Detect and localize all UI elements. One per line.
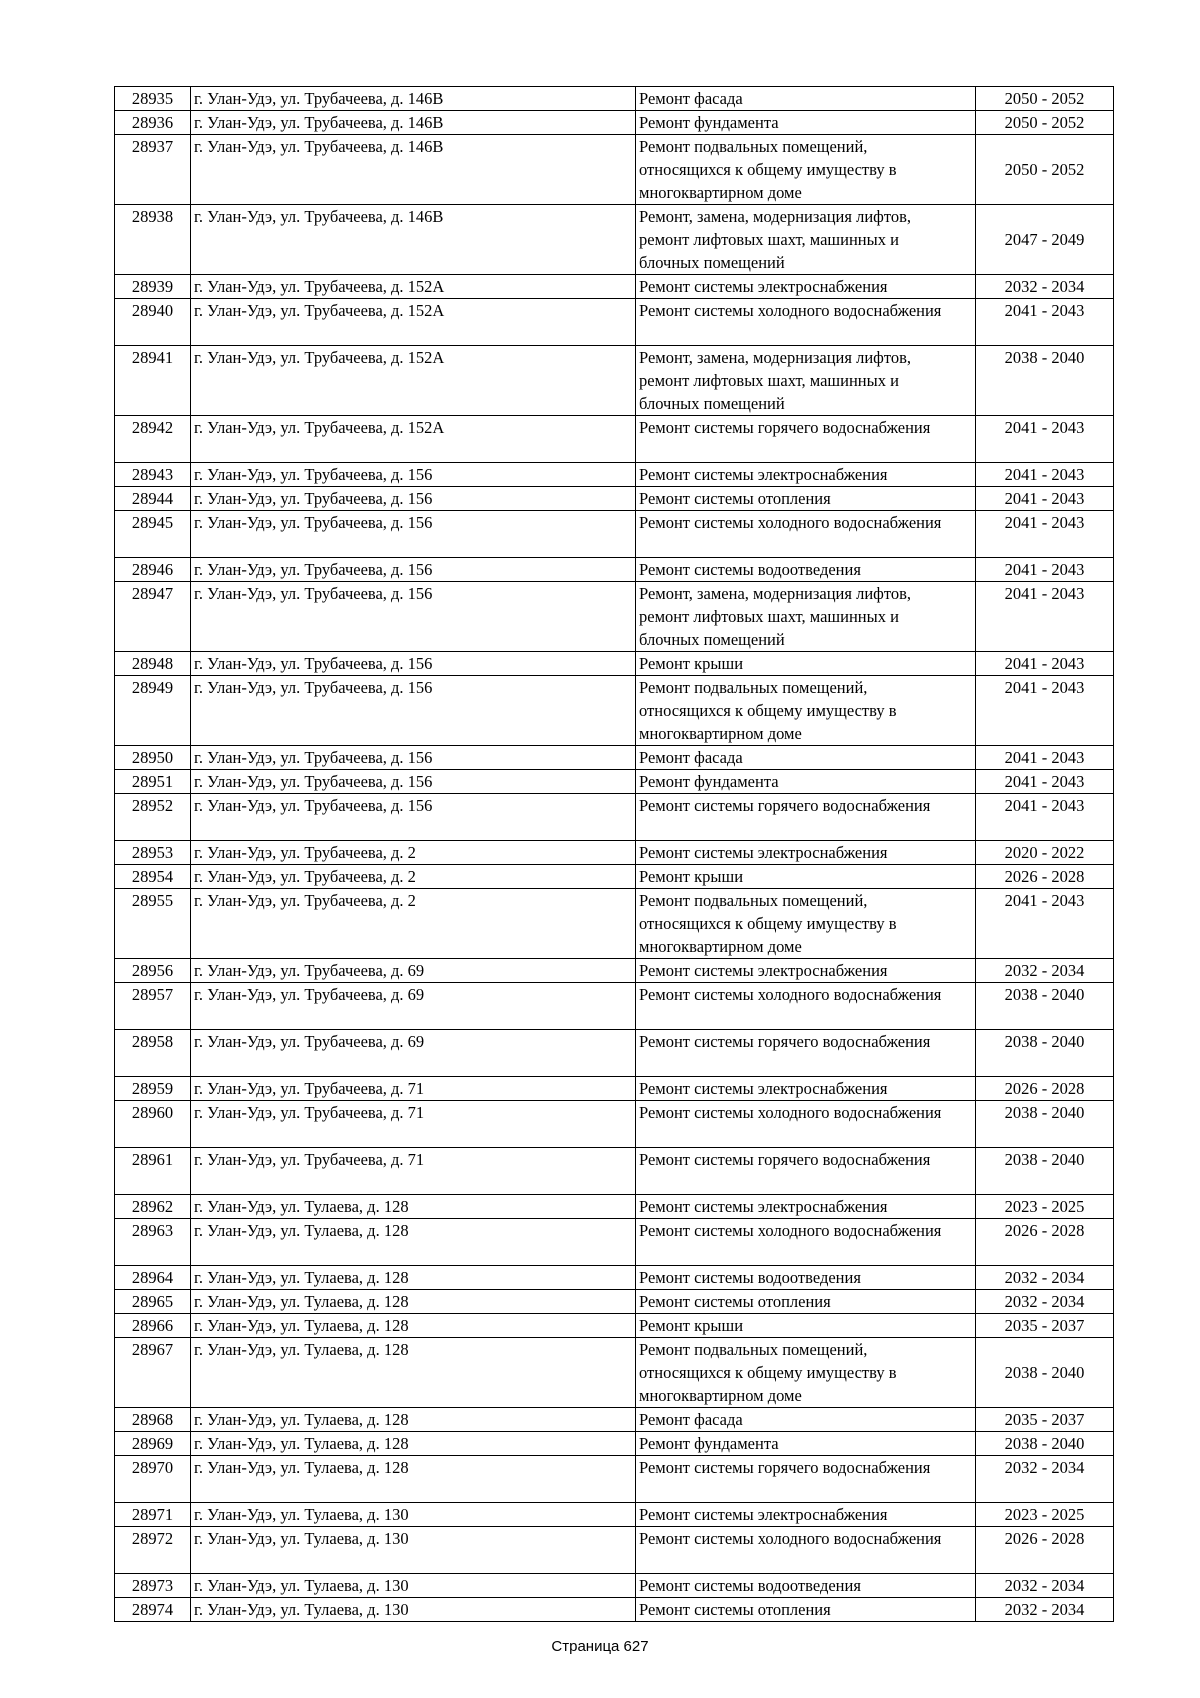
- work-type-cell: Ремонт, замена, модернизация лифтов, ремонт лифтовых шахт, машинных и блочных помещений: [636, 582, 976, 652]
- row-number: 28950: [115, 746, 191, 770]
- work-type-cell: Ремонт системы водоотведения: [636, 1574, 976, 1598]
- row-number: 28962: [115, 1195, 191, 1219]
- period-cell: 2050 - 2052: [976, 111, 1114, 135]
- row-number: 28957: [115, 983, 191, 1030]
- work-type-cell: Ремонт системы водоотведения: [636, 558, 976, 582]
- row-number: 28961: [115, 1148, 191, 1195]
- row-number: 28938: [115, 205, 191, 275]
- period-cell: 2032 - 2034: [976, 1598, 1114, 1622]
- table-row: [115, 1266, 1114, 1290]
- table-row: [115, 299, 1114, 346]
- period-cell: 2041 - 2043: [976, 511, 1114, 558]
- address-cell: г. Улан-Удэ, ул. Трубачеева, д. 152А: [191, 275, 636, 299]
- row-number: 28949: [115, 676, 191, 746]
- address-cell: г. Улан-Удэ, ул. Трубачеева, д. 71: [191, 1077, 636, 1101]
- work-type-cell: Ремонт системы электроснабжения: [636, 1503, 976, 1527]
- table-row: [115, 1503, 1114, 1527]
- address-cell: г. Улан-Удэ, ул. Трубачеева, д. 152А: [191, 299, 636, 346]
- work-type-cell: Ремонт фундамента: [636, 111, 976, 135]
- table-row: [115, 770, 1114, 794]
- period-cell: 2032 - 2034: [976, 1456, 1114, 1503]
- work-type-cell: Ремонт системы горячего водоснабжения: [636, 794, 976, 841]
- work-type-cell: Ремонт системы электроснабжения: [636, 275, 976, 299]
- work-type-cell: Ремонт системы холодного водоснабжения: [636, 1101, 976, 1148]
- work-type-cell: Ремонт системы холодного водоснабжения: [636, 511, 976, 558]
- work-type-cell: Ремонт системы холодного водоснабжения: [636, 983, 976, 1030]
- period-cell: 2026 - 2028: [976, 865, 1114, 889]
- address-cell: г. Улан-Удэ, ул. Трубачеева, д. 2: [191, 865, 636, 889]
- table-row: [115, 889, 1114, 959]
- table-row: [115, 1101, 1114, 1148]
- row-number: 28954: [115, 865, 191, 889]
- table-row: [115, 1432, 1114, 1456]
- work-type-cell: Ремонт подвальных помещений, относящихся к общему имуществу в многоквартирном доме: [636, 676, 976, 746]
- address-cell: г. Улан-Удэ, ул. Трубачеева, д. 156: [191, 676, 636, 746]
- address-cell: г. Улан-Удэ, ул. Трубачеева, д. 156: [191, 746, 636, 770]
- table-row: [115, 111, 1114, 135]
- table-row: [115, 865, 1114, 889]
- table-row: [115, 416, 1114, 463]
- work-type-cell: Ремонт системы отопления: [636, 1598, 976, 1622]
- work-type-cell: Ремонт подвальных помещений, относящихся к общему имуществу в многоквартирном доме: [636, 135, 976, 205]
- address-cell: г. Улан-Удэ, ул. Тулаева, д. 130: [191, 1503, 636, 1527]
- address-cell: г. Улан-Удэ, ул. Трубачеева, д. 146В: [191, 87, 636, 111]
- period-cell: 2041 - 2043: [976, 746, 1114, 770]
- table-row: [115, 1290, 1114, 1314]
- table-row: [115, 1030, 1114, 1077]
- row-number: 28940: [115, 299, 191, 346]
- row-number: 28973: [115, 1574, 191, 1598]
- table-row: [115, 1574, 1114, 1598]
- period-cell: 2035 - 2037: [976, 1408, 1114, 1432]
- work-type-cell: Ремонт системы электроснабжения: [636, 1077, 976, 1101]
- work-type-cell: Ремонт системы холодного водоснабжения: [636, 1527, 976, 1574]
- row-number: 28951: [115, 770, 191, 794]
- row-number: 28943: [115, 463, 191, 487]
- row-number: 28970: [115, 1456, 191, 1503]
- row-number: 28959: [115, 1077, 191, 1101]
- row-number: 28948: [115, 652, 191, 676]
- period-cell: 2038 - 2040: [976, 1101, 1114, 1148]
- work-type-cell: Ремонт системы горячего водоснабжения: [636, 1456, 976, 1503]
- row-number: 28964: [115, 1266, 191, 1290]
- row-number: 28972: [115, 1527, 191, 1574]
- period-cell: 2023 - 2025: [976, 1195, 1114, 1219]
- address-cell: г. Улан-Удэ, ул. Трубачеева, д. 156: [191, 487, 636, 511]
- row-number: 28953: [115, 841, 191, 865]
- table-row: [115, 1314, 1114, 1338]
- period-cell: 2038 - 2040: [976, 1432, 1114, 1456]
- table-row: [115, 135, 1114, 205]
- work-type-cell: Ремонт крыши: [636, 865, 976, 889]
- work-type-cell: Ремонт системы электроснабжения: [636, 463, 976, 487]
- address-cell: г. Улан-Удэ, ул. Трубачеева, д. 152А: [191, 346, 636, 416]
- work-type-cell: Ремонт крыши: [636, 1314, 976, 1338]
- work-type-cell: Ремонт подвальных помещений, относящихся к общему имуществу в многоквартирном доме: [636, 1338, 976, 1408]
- work-type-cell: Ремонт, замена, модернизация лифтов, ремонт лифтовых шахт, машинных и блочных помещений: [636, 346, 976, 416]
- row-number: 28946: [115, 558, 191, 582]
- period-cell: 2041 - 2043: [976, 299, 1114, 346]
- row-number: 28966: [115, 1314, 191, 1338]
- table-row: [115, 841, 1114, 865]
- table-row: [115, 959, 1114, 983]
- work-type-cell: Ремонт системы холодного водоснабжения: [636, 299, 976, 346]
- period-cell: 2026 - 2028: [976, 1219, 1114, 1266]
- table-row: [115, 652, 1114, 676]
- work-type-cell: Ремонт системы холодного водоснабжения: [636, 1219, 976, 1266]
- table-row: [115, 558, 1114, 582]
- address-cell: г. Улан-Удэ, ул. Тулаева, д. 128: [191, 1408, 636, 1432]
- table-row: [115, 983, 1114, 1030]
- work-type-cell: Ремонт крыши: [636, 652, 976, 676]
- address-cell: г. Улан-Удэ, ул. Тулаева, д. 128: [191, 1219, 636, 1266]
- period-cell: 2026 - 2028: [976, 1527, 1114, 1574]
- table-row: [115, 275, 1114, 299]
- address-cell: г. Улан-Удэ, ул. Тулаева, д. 128: [191, 1266, 636, 1290]
- work-type-cell: Ремонт системы горячего водоснабжения: [636, 416, 976, 463]
- row-number: 28952: [115, 794, 191, 841]
- period-cell: 2032 - 2034: [976, 1290, 1114, 1314]
- table-row: [115, 1148, 1114, 1195]
- row-number: 28936: [115, 111, 191, 135]
- period-cell: 2050 - 2052: [976, 135, 1114, 205]
- period-cell: 2032 - 2034: [976, 1266, 1114, 1290]
- row-number: 28947: [115, 582, 191, 652]
- table-row: [115, 1598, 1114, 1622]
- address-cell: г. Улан-Удэ, ул. Трубачеева, д. 69: [191, 1030, 636, 1077]
- period-cell: 2020 - 2022: [976, 841, 1114, 865]
- address-cell: г. Улан-Удэ, ул. Трубачеева, д. 156: [191, 652, 636, 676]
- table-row: [115, 1195, 1114, 1219]
- address-cell: г. Улан-Удэ, ул. Трубачеева, д. 156: [191, 794, 636, 841]
- period-cell: 2041 - 2043: [976, 889, 1114, 959]
- table-row: [115, 463, 1114, 487]
- period-cell: 2035 - 2037: [976, 1314, 1114, 1338]
- address-cell: г. Улан-Удэ, ул. Тулаева, д. 128: [191, 1195, 636, 1219]
- row-number: 28965: [115, 1290, 191, 1314]
- address-cell: г. Улан-Удэ, ул. Тулаева, д. 130: [191, 1598, 636, 1622]
- work-type-cell: Ремонт фасада: [636, 1408, 976, 1432]
- address-cell: г. Улан-Удэ, ул. Тулаева, д. 128: [191, 1432, 636, 1456]
- table-row: [115, 1456, 1114, 1503]
- address-cell: г. Улан-Удэ, ул. Трубачеева, д. 69: [191, 959, 636, 983]
- period-cell: 2038 - 2040: [976, 1030, 1114, 1077]
- address-cell: г. Улан-Удэ, ул. Тулаева, д. 130: [191, 1527, 636, 1574]
- work-type-cell: Ремонт фундамента: [636, 1432, 976, 1456]
- table-row: [115, 1338, 1114, 1408]
- row-number: 28960: [115, 1101, 191, 1148]
- address-cell: г. Улан-Удэ, ул. Трубачеева, д. 156: [191, 511, 636, 558]
- table-row: [115, 582, 1114, 652]
- table-row: [115, 511, 1114, 558]
- period-cell: 2041 - 2043: [976, 676, 1114, 746]
- table-row: [115, 205, 1114, 275]
- period-cell: 2038 - 2040: [976, 983, 1114, 1030]
- repair-schedule-table: [114, 86, 1114, 1622]
- address-cell: г. Улан-Удэ, ул. Трубачеева, д. 2: [191, 889, 636, 959]
- period-cell: 2032 - 2034: [976, 959, 1114, 983]
- row-number: 28939: [115, 275, 191, 299]
- row-number: 28958: [115, 1030, 191, 1077]
- work-type-cell: Ремонт системы водоотведения: [636, 1266, 976, 1290]
- work-type-cell: Ремонт системы электроснабжения: [636, 1195, 976, 1219]
- address-cell: г. Улан-Удэ, ул. Трубачеева, д. 146В: [191, 135, 636, 205]
- row-number: 28945: [115, 511, 191, 558]
- work-type-cell: Ремонт фундамента: [636, 770, 976, 794]
- table-row: [115, 676, 1114, 746]
- table-row: [115, 1408, 1114, 1432]
- address-cell: г. Улан-Удэ, ул. Трубачеева, д. 156: [191, 582, 636, 652]
- table-row: [115, 1077, 1114, 1101]
- work-type-cell: Ремонт подвальных помещений, относящихся к общему имуществу в многоквартирном доме: [636, 889, 976, 959]
- row-number: 28969: [115, 1432, 191, 1456]
- address-cell: г. Улан-Удэ, ул. Трубачеева, д. 146В: [191, 205, 636, 275]
- address-cell: г. Улан-Удэ, ул. Трубачеева, д. 69: [191, 983, 636, 1030]
- address-cell: г. Улан-Удэ, ул. Трубачеева, д. 71: [191, 1101, 636, 1148]
- period-cell: 2041 - 2043: [976, 652, 1114, 676]
- table-row: [115, 346, 1114, 416]
- row-number: 28937: [115, 135, 191, 205]
- address-cell: г. Улан-Удэ, ул. Трубачеева, д. 71: [191, 1148, 636, 1195]
- row-number: 28955: [115, 889, 191, 959]
- table-row: [115, 1527, 1114, 1574]
- period-cell: 2041 - 2043: [976, 487, 1114, 511]
- row-number: 28967: [115, 1338, 191, 1408]
- work-type-cell: Ремонт, замена, модернизация лифтов, ремонт лифтовых шахт, машинных и блочных помещений: [636, 205, 976, 275]
- row-number: 28956: [115, 959, 191, 983]
- address-cell: г. Улан-Удэ, ул. Трубачеева, д. 156: [191, 463, 636, 487]
- address-cell: г. Улан-Удэ, ул. Тулаева, д. 128: [191, 1314, 636, 1338]
- address-cell: г. Улан-Удэ, ул. Тулаева, д. 130: [191, 1574, 636, 1598]
- work-type-cell: Ремонт системы горячего водоснабжения: [636, 1030, 976, 1077]
- address-cell: г. Улан-Удэ, ул. Трубачеева, д. 156: [191, 558, 636, 582]
- work-type-cell: Ремонт системы отопления: [636, 487, 976, 511]
- work-type-cell: Ремонт системы электроснабжения: [636, 841, 976, 865]
- work-type-cell: Ремонт фасада: [636, 746, 976, 770]
- address-cell: г. Улан-Удэ, ул. Трубачеева, д. 2: [191, 841, 636, 865]
- period-cell: 2041 - 2043: [976, 463, 1114, 487]
- work-type-cell: Ремонт системы отопления: [636, 1290, 976, 1314]
- work-type-cell: Ремонт системы горячего водоснабжения: [636, 1148, 976, 1195]
- period-cell: 2041 - 2043: [976, 416, 1114, 463]
- address-cell: г. Улан-Удэ, ул. Тулаева, д. 128: [191, 1338, 636, 1408]
- table-row: [115, 487, 1114, 511]
- period-cell: 2050 - 2052: [976, 87, 1114, 111]
- period-cell: 2038 - 2040: [976, 1338, 1114, 1408]
- row-number: 28974: [115, 1598, 191, 1622]
- table-row: [115, 746, 1114, 770]
- period-cell: 2032 - 2034: [976, 275, 1114, 299]
- work-type-cell: Ремонт фасада: [636, 87, 976, 111]
- address-cell: г. Улан-Удэ, ул. Трубачеева, д. 146В: [191, 111, 636, 135]
- period-cell: 2047 - 2049: [976, 205, 1114, 275]
- period-cell: 2041 - 2043: [976, 582, 1114, 652]
- address-cell: г. Улан-Удэ, ул. Тулаева, д. 128: [191, 1290, 636, 1314]
- table-row: [115, 794, 1114, 841]
- period-cell: 2023 - 2025: [976, 1503, 1114, 1527]
- work-type-cell: Ремонт системы электроснабжения: [636, 959, 976, 983]
- period-cell: 2041 - 2043: [976, 770, 1114, 794]
- row-number: 28963: [115, 1219, 191, 1266]
- row-number: 28941: [115, 346, 191, 416]
- page-number: Страница 627: [551, 1638, 649, 1655]
- row-number: 28971: [115, 1503, 191, 1527]
- period-cell: 2038 - 2040: [976, 346, 1114, 416]
- period-cell: 2026 - 2028: [976, 1077, 1114, 1101]
- address-cell: г. Улан-Удэ, ул. Трубачеева, д. 156: [191, 770, 636, 794]
- period-cell: 2041 - 2043: [976, 794, 1114, 841]
- table-body: [115, 87, 1114, 1622]
- row-number: 28944: [115, 487, 191, 511]
- period-cell: 2032 - 2034: [976, 1574, 1114, 1598]
- address-cell: г. Улан-Удэ, ул. Тулаева, д. 128: [191, 1456, 636, 1503]
- period-cell: 2038 - 2040: [976, 1148, 1114, 1195]
- row-number: 28968: [115, 1408, 191, 1432]
- address-cell: г. Улан-Удэ, ул. Трубачеева, д. 152А: [191, 416, 636, 463]
- row-number: 28935: [115, 87, 191, 111]
- table-row: [115, 87, 1114, 111]
- table-row: [115, 1219, 1114, 1266]
- row-number: 28942: [115, 416, 191, 463]
- period-cell: 2041 - 2043: [976, 558, 1114, 582]
